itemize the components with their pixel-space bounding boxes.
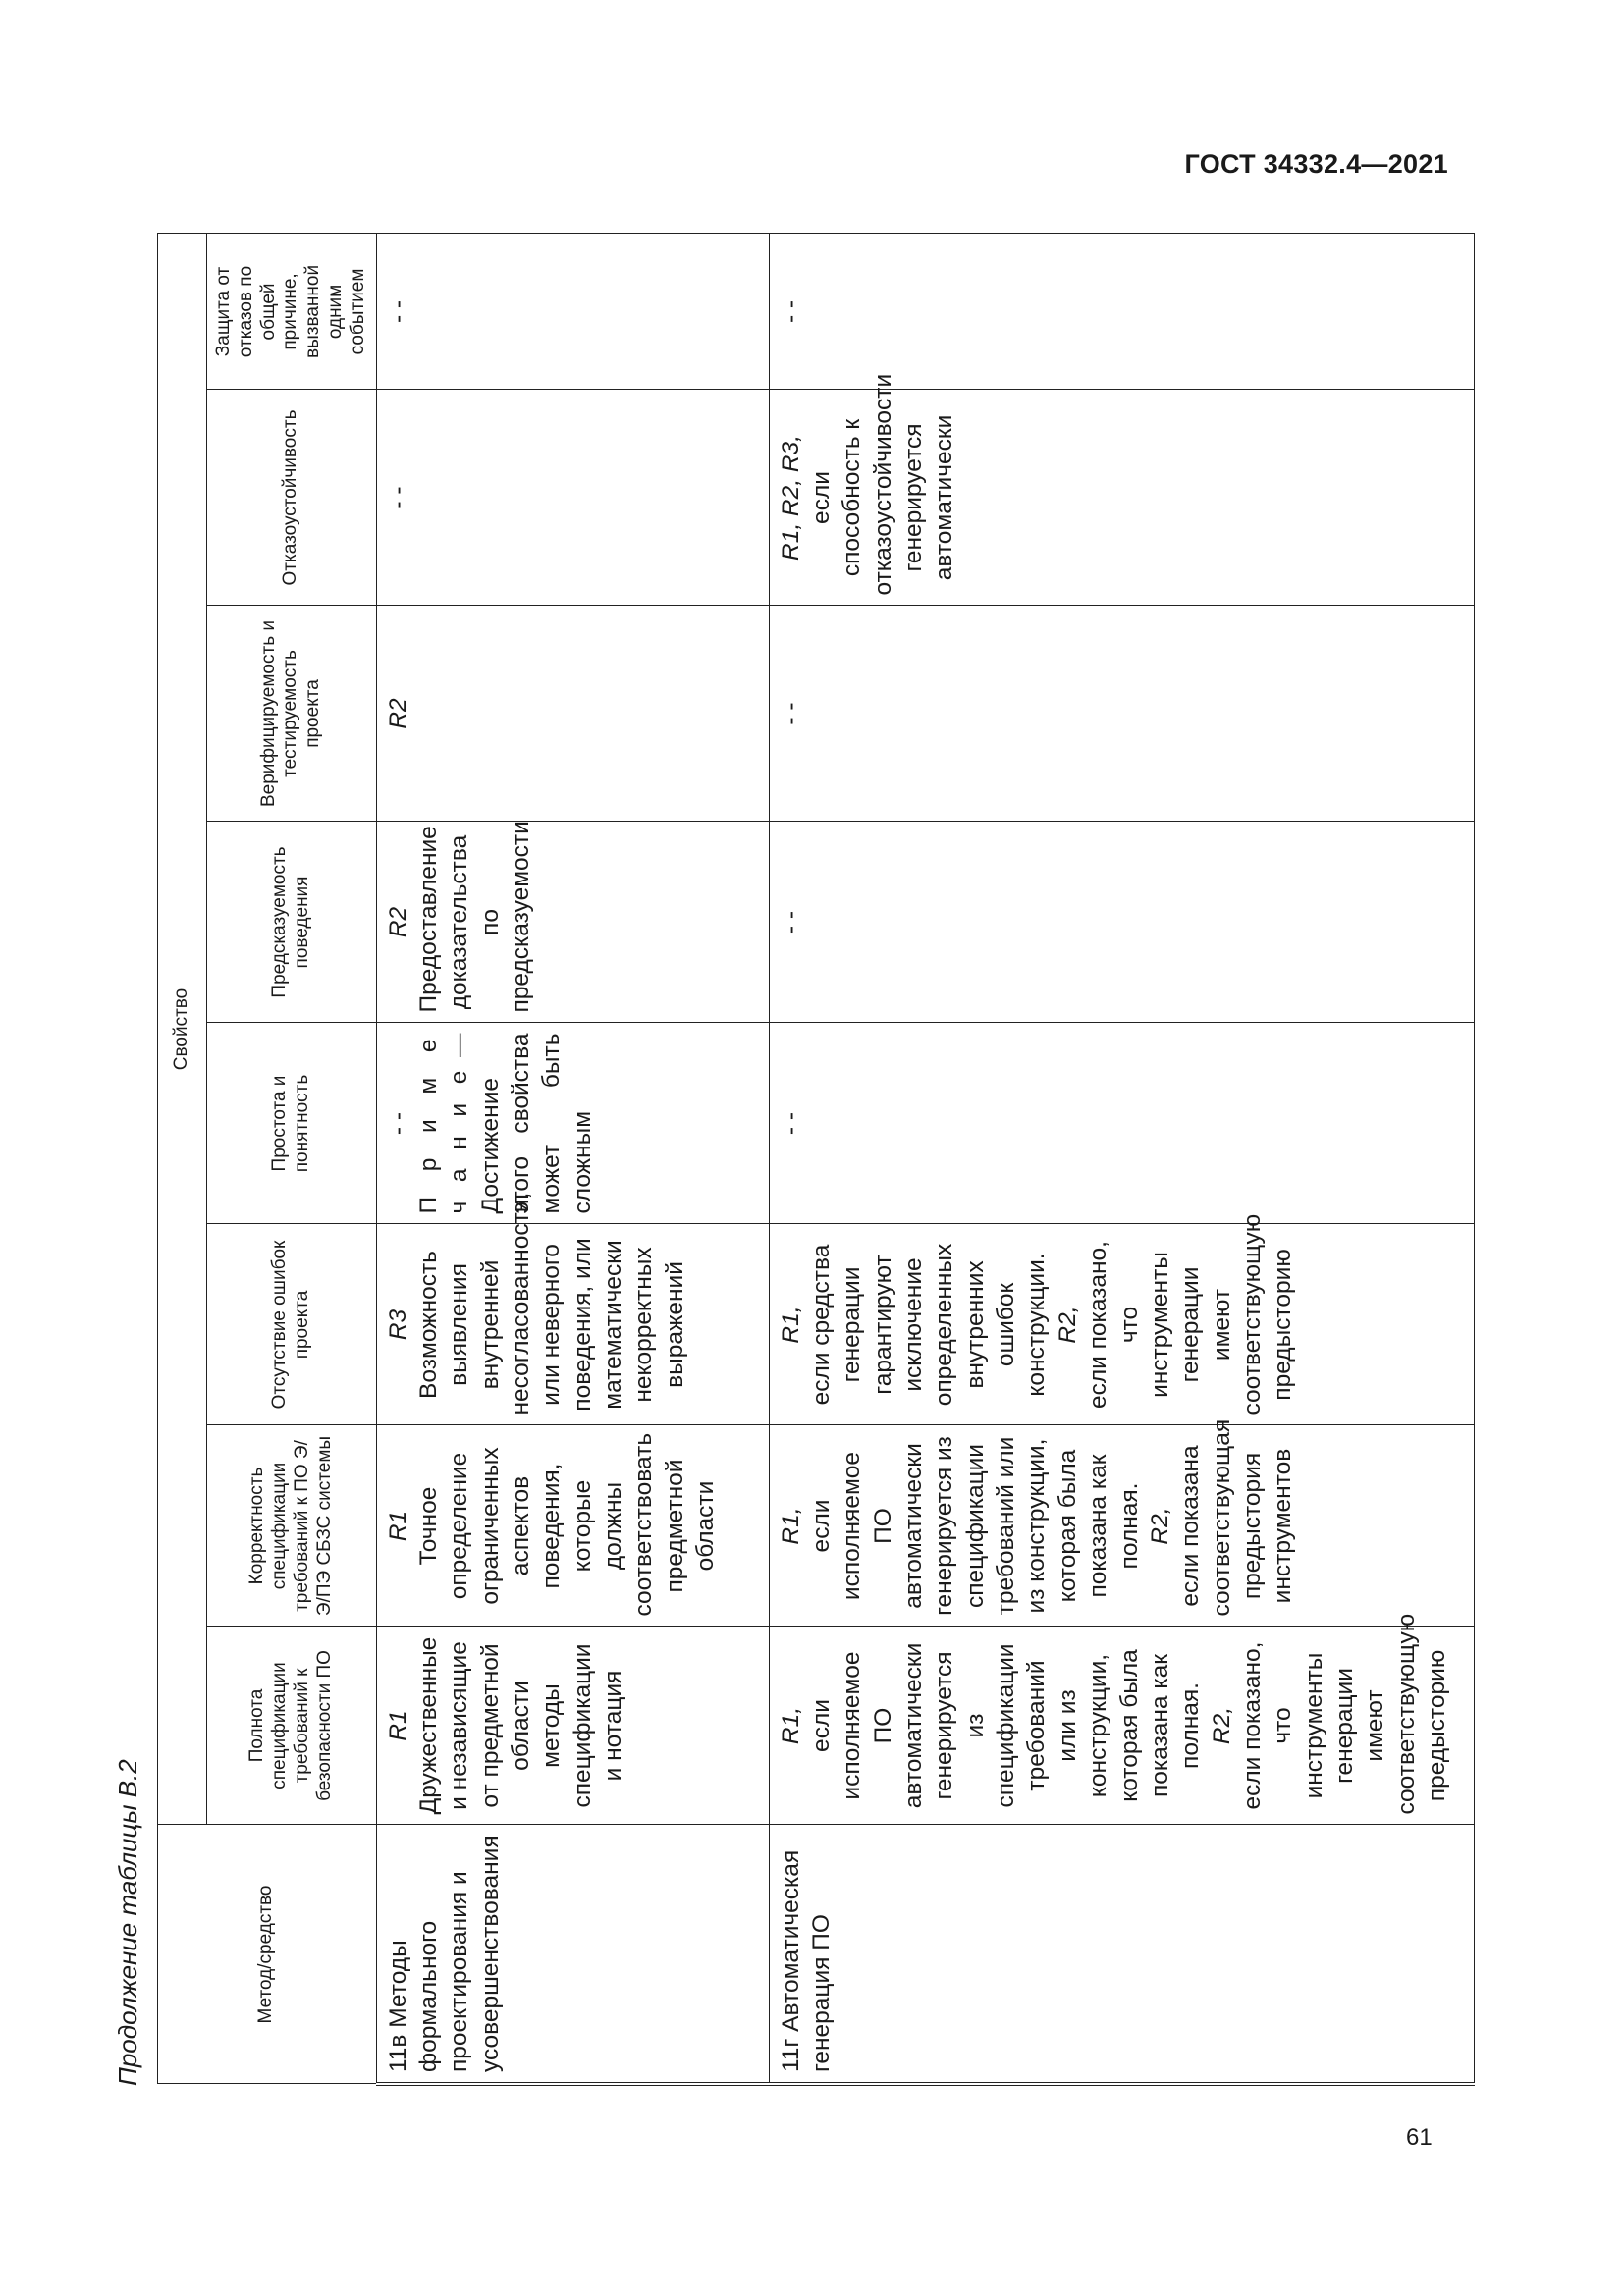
col-header-correctness: Корректность спецификации требований к ПО Э/Э/ПЭ СБЗС системы [207,1425,377,1627]
simplicity-cell: - - [769,1023,1474,1224]
completeness-cell: R1 Дружественные и независящие от предметной области методы спецификации и нотация [376,1627,769,1825]
table-row [769,234,1474,2084]
properties-table [157,233,1475,2086]
ccf-protection-cell: - - [769,234,1474,390]
standard-code: ГОСТ 34332.4—2021 [1184,149,1448,179]
fault-tolerance-cell: - - [376,390,769,606]
rotated-table-area [104,236,1451,2086]
method-header: Метод/средство [158,1825,377,2084]
design-errors-cell: R1, если средства генерации гарантируют исключение определенных внутренних ошибок конструкции. R2, если показано, что инструменты генерации имеют соответствующую предысторию [769,1224,1474,1425]
correctness-cell: R1, если исполняемое ПО автоматически генерируется из спецификации требований или из конструкции, которая была показана как полная. R2, если показана соответствующая предыстория инструментов [769,1425,1474,1627]
simplicity-cell: - - П р и м е ч а н и е — Достижение этого свойства может быть сложным [376,1023,769,1224]
fault-tolerance-cell: R1, R2, R3, если способность к отказоустойчивости генерируется автоматически [769,390,1474,606]
verifiability-cell: R2 [376,606,769,822]
col-header-predictability: Предсказуемость поведения [207,822,377,1023]
col-header-verifiability: Верифицируемость и тестируемость проекта [207,606,377,822]
table-caption: Продолжение таблицы В.2 [113,1759,142,2086]
col-header-completeness: Полнота спецификации требований к безопасности ПО [207,1627,377,1825]
table-row [376,234,769,2084]
completeness-cell: R1, если исполняемое ПО автоматически генерируется из спецификации требований или из конструкции, которая была показана как полная. R2, если показано, что инструменты генерации имеют соответствующую предысторию [769,1627,1474,1825]
note-text: — Достижение этого свойства может быть сложным [446,1033,596,1214]
page-number: 61 [1406,2124,1433,2151]
design-errors-cell: R3 Возможность выявления внутренней несогласованности, или неверного поведения, или математически некорректных выражений [376,1224,769,1425]
method-cell: 11г Автоматическая генерация ПО [769,1825,1474,2084]
note-label: П р и м е ч а н и е [414,1033,473,1214]
predictability-cell: R2 Предоставление доказательства по предсказуемости [376,822,769,1023]
col-header-fault-tolerance: Отказоустойчивость [207,390,377,606]
col-header-simplicity: Простота и понятность [207,1023,377,1224]
correctness-cell: R1 Точное определение ограниченных аспектов поведения, которые должны соответствовать предметной области [376,1425,769,1627]
group-header: Свойство [158,234,207,1825]
verifiability-cell: - - [769,606,1474,822]
col-header-ccf-protection: Защита от отказов по общей причине, вызванной одним событием [207,234,377,390]
predictability-cell: - - [769,822,1474,1023]
ccf-protection-cell: - - [376,234,769,390]
col-header-design-errors: Отсутствие ошибок проекта [207,1224,377,1425]
method-cell: 11в Методы формального проектирования и усовершенствования [376,1825,769,2084]
